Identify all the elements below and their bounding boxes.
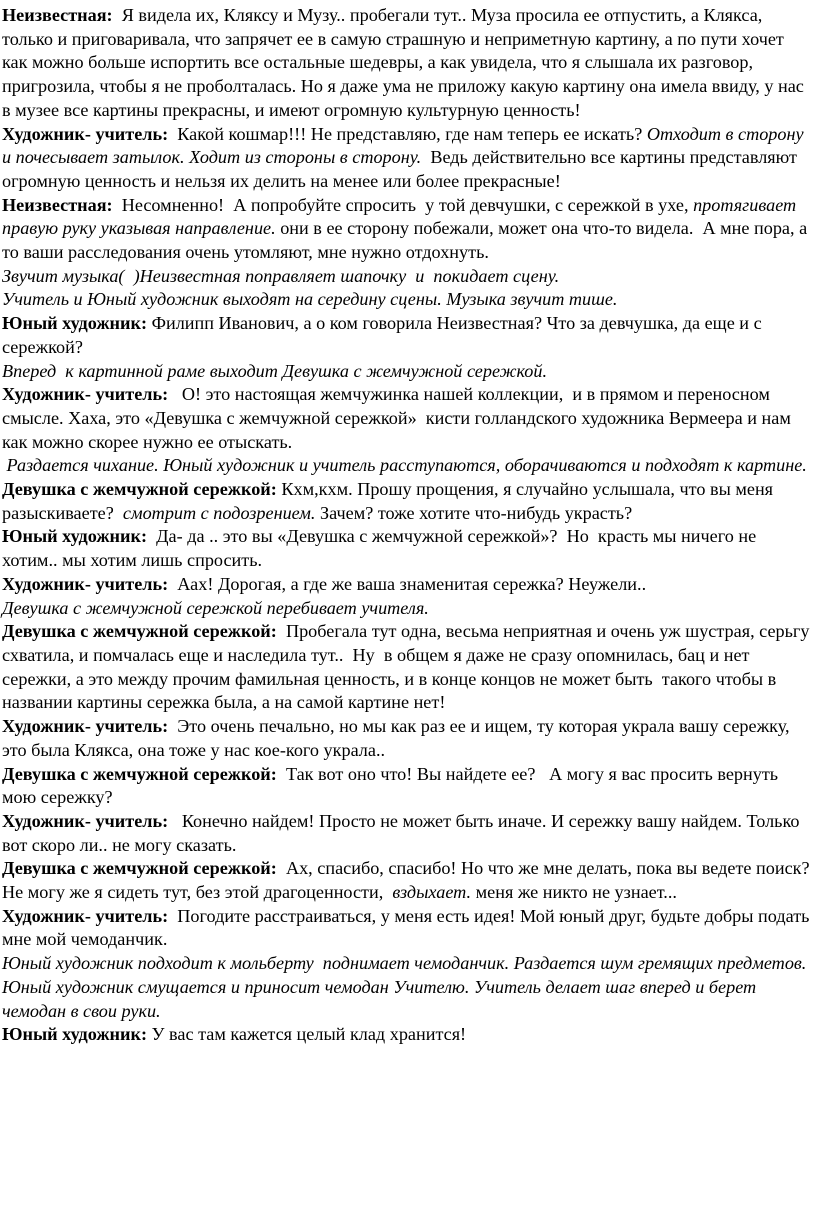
speaker-name: Юный художник: xyxy=(2,313,148,334)
paragraph xyxy=(2,763,812,810)
speaker-name: Юный художник: xyxy=(2,1024,148,1045)
speaker-name: Художник- учитель: xyxy=(2,573,169,594)
paragraph xyxy=(2,383,812,454)
paragraph xyxy=(2,1023,812,1047)
paragraph xyxy=(2,857,815,904)
stage-direction: Звучит музыка( )Неизвестная поправляет шапочку и покидает сцену. xyxy=(2,265,560,286)
paragraph xyxy=(2,810,812,857)
speaker-name: Художник- учитель: xyxy=(2,905,169,926)
speaker-name: Неизвестная: xyxy=(2,194,113,215)
dialogue-text: Какой кошмар!!! Не представляю, где нам теперь ее искать? xyxy=(168,123,647,144)
paragraph xyxy=(2,312,812,359)
paragraph xyxy=(2,123,812,194)
dialogue-text: У вас там кажется целый клад хранится! xyxy=(147,1024,467,1045)
paragraph xyxy=(2,454,812,478)
dialogue-text: Несомненно! А попробуйте спросить у той девчушки, с сережкой в ухе, xyxy=(112,194,694,215)
paragraph xyxy=(2,597,812,621)
stage-direction: Вперед к картинной раме выходит Девушка с жемчужной сережкой. xyxy=(2,360,548,381)
dialogue-text: Филипп Иванович, а о ком говорила Неизвестная? Что за девчушка, да еще и с сережкой? xyxy=(2,313,767,357)
paragraph xyxy=(2,573,812,597)
paragraph xyxy=(2,620,815,715)
speaker-name: Юный художник: xyxy=(2,526,148,547)
stage-direction: Юный художник подходит к мольберту поднимает чемоданчик. Раздается шум гремящих предметов. Юный художник смущается и приносит чемодан Учителю. Учитель делает шаг вперед и берет чемодан в свои руки. xyxy=(2,953,811,1021)
stage-direction: смотрит с подозрением. xyxy=(122,502,316,523)
speaker-name: Девушка с жемчужной сережкой: xyxy=(2,858,277,879)
dialogue-text: Кхм,кхм. Прошу прощения, я случайно услышала, что вы меня разыскиваете? xyxy=(2,479,778,523)
stage-direction: вздыхает. xyxy=(392,882,472,903)
speaker-name: Художник- учитель: xyxy=(2,384,169,405)
dialogue-text: О! это настоящая жемчужинка нашей коллекции, и в прямом и переносном смысле. Хаха, это «Девушка с жемчужной сережкой» кисти голландского художника Вермеера и нам как можно скорее нужно ее отыскать. xyxy=(2,384,796,452)
dialogue-text: Зачем? тоже хотите что-нибудь украсть? xyxy=(315,502,633,523)
paragraph xyxy=(2,905,812,952)
paragraph xyxy=(2,478,812,525)
stage-direction: Учитель и Юный художник выходят на середину сцены. Музыка звучит тише. xyxy=(2,289,618,310)
dialogue-text: Конечно найдем! Просто не может быть иначе. И сережку вашу найдем. Только вот скоро ли.. не могу сказать. xyxy=(2,810,805,855)
stage-direction: Раздается чихание. Юный художник и учитель расступаются, оборачиваются и подходят к картине. xyxy=(2,455,807,476)
paragraph xyxy=(2,288,812,312)
dialogue-text: Пробегала тут одна, весьма неприятная и очень уж шустрая, серьгу схватила, и помчалась еще и наследила тут.. Ну в общем я даже не сразу опомнилась, бац и нет сережки, а это между прочим фамильная ценность, и в конце концов не может быть такого чтобы в названии картины сережка была, а на самой картине нет! xyxy=(2,621,815,713)
paragraph xyxy=(2,525,812,572)
dialogue-text: Погодите расстраиваться, у меня есть идея! Мой юный друг, будьте добры подать мне мой чемоданчик. xyxy=(2,905,814,950)
stage-direction: протягивает правую руку указывая направление. xyxy=(2,194,801,239)
paragraph xyxy=(2,4,812,123)
speaker-name: Девушка с жемчужной сережкой: xyxy=(2,479,277,500)
stage-direction: Девушка с жемчужной сережкой перебивает учителя. xyxy=(2,597,429,618)
speaker-name: Художник- учитель: xyxy=(2,123,169,144)
dialogue-text: они в ее сторону побежали, может она что-то видела. А мне пора, а то ваши расследования очень утомляют, мне нужно отдохнуть. xyxy=(2,218,812,263)
speaker-name: Неизвестная: xyxy=(2,5,113,25)
speaker-name: Художник- учитель: xyxy=(2,716,169,737)
paragraph xyxy=(2,194,812,265)
dialogue-text: Да- да .. это вы «Девушка с жемчужной сережкой»? Но красть мы ничего не хотим.. мы хотим лишь спросить. xyxy=(2,526,761,571)
dialogue-text: Это очень печально, но мы как раз ее и ищем, ту которая украла вашу сережку, это была Клякса, она тоже у нас кое-кого украла.. xyxy=(2,716,795,760)
dialogue-text: меня же никто не узнает... xyxy=(471,882,677,903)
dialogue-text: Ах, спасибо, спасибо! Но что же мне делать, пока вы ведете поиск? Не могу же я сидеть тут, без этой драгоценности, xyxy=(2,858,815,903)
speaker-name: Девушка с жемчужной сережкой: xyxy=(2,621,277,642)
paragraph xyxy=(2,360,812,384)
dialogue-text: Аах! Дорогая, а где же ваша знаменитая сережка? Неужели.. xyxy=(168,573,647,594)
dialogue-text: Я видела их, Кляксу и Музу.. пробегали тут.. Муза просила ее отпустить, а Клякса, только и приговаривала, что запрячет ее в самую страшную и неприметную картину, а по пути хочет как можно больше испортить все остальные шедевры, а как увидела, что я слышала их разговор, пригрозила, чтобы я не проболталась. Но я даже ума не приложу какую картину она имела ввиду, у нас в музее все картины прекрасны, и имеют огромную культурную ценность! xyxy=(2,5,809,120)
stage-direction: Отходит в сторону и почесывает затылок. Ходит из стороны в сторону. xyxy=(2,123,809,168)
dialogue-text: Так вот оно что! Вы найдете ее? А могу я вас просить вернуть мою сережку? xyxy=(2,763,783,808)
speaker-name: Девушка с жемчужной сережкой: xyxy=(2,763,277,784)
paragraph xyxy=(2,265,812,289)
dialogue-text: Ведь действительно все картины представляют огромную ценность и нельзя их делить на менее или более прекрасные! xyxy=(2,147,802,191)
speaker-name: Художник- учитель: xyxy=(2,810,169,831)
paragraph xyxy=(2,952,812,1023)
paragraph xyxy=(2,715,812,762)
